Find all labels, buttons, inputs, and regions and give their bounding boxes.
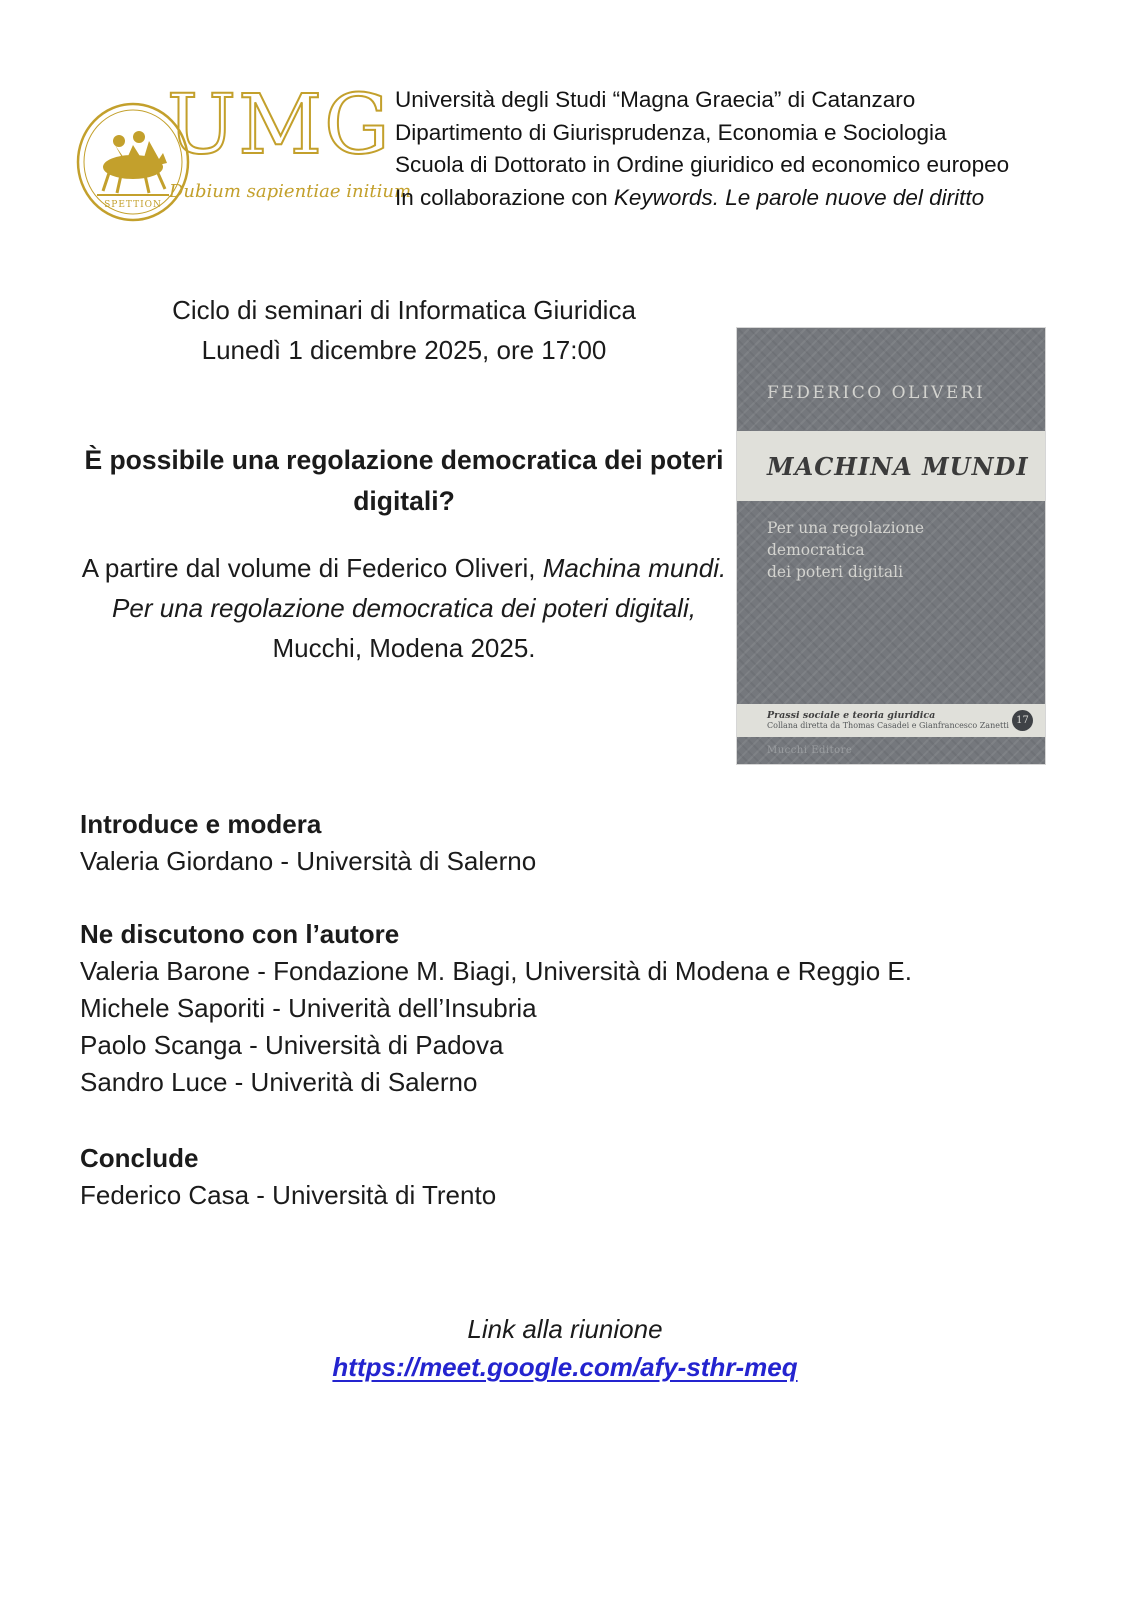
- speaker-line: Valeria Giordano - Università di Salerno: [80, 846, 537, 876]
- section-introduce: [80, 806, 1060, 880]
- org-line-collaboration: [395, 182, 1055, 215]
- speaker-line: Paolo Scanga - Università di Padova: [80, 1030, 504, 1060]
- book-cover-subtitle-line1: Per una regolazione democratica: [767, 519, 925, 559]
- book-cover: [737, 328, 1045, 764]
- umg-logo: [75, 78, 412, 235]
- seminar-title-line2: digitali?: [353, 486, 455, 516]
- speaker-line: Federico Casa - Università di Trento: [80, 1180, 497, 1210]
- book-cover-subtitle: [737, 501, 1045, 704]
- book-cover-series-band: [737, 704, 1045, 737]
- org-line-university: Università degli Studi “Magna Graecia” di Catanzaro: [395, 87, 916, 112]
- book-cover-subtitle-line2: dei poteri digitali: [767, 563, 904, 581]
- section-conclude: [80, 1140, 1060, 1214]
- book-publisher: Mucchi Editore: [767, 745, 853, 756]
- umg-logo-acronym: UMG: [167, 78, 392, 173]
- collab-partner-name: Keywords. Le parole nuove del diritto: [613, 184, 985, 210]
- seminar-series-block: [80, 290, 728, 370]
- seminar-datetime: Lunedì 1 dicembre 2025, ore 17:00: [201, 335, 607, 365]
- about-suffix: Mucchi, Modena 2025.: [272, 633, 536, 663]
- section-discussants: [80, 916, 1060, 1101]
- umg-logo-motto: Dubium sapientiae initium: [169, 181, 412, 202]
- book-series-text: [767, 710, 1012, 731]
- org-line-department: Dipartimento di Giurisprudenza, Economia e Sociologia: [395, 119, 947, 145]
- org-line-school: Scuola di Dottorato in Ordine giuridico ed economico europeo: [395, 152, 1010, 177]
- speaker-line: Michele Saporiti - Univerità dell’Insubria: [80, 993, 537, 1023]
- seminar-about-volume: [80, 548, 728, 668]
- coin-inscription: SPETTION: [104, 200, 162, 210]
- seminar-series-title: Ciclo di seminari di Informatica Giuridica: [172, 295, 636, 325]
- collab-prefix: In collaborazione con: [395, 184, 614, 210]
- book-cover-title: MACHINA MUNDI: [767, 451, 1029, 481]
- book-series-editors: Collana diretta da Thomas Casadei e Gianfrancesco Zanetti: [767, 721, 1009, 730]
- book-cover-title-band: [737, 431, 1045, 501]
- book-cover-author: FEDERICO OLIVERI: [737, 328, 1045, 431]
- section-discussants-heading: Ne discutono con l’autore: [80, 919, 400, 949]
- section-conclude-heading: Conclude: [80, 1143, 199, 1173]
- section-introduce-heading: Introduce e modera: [80, 809, 322, 839]
- seminar-title-line1: È possibile una regolazione democratica dei poteri: [84, 445, 724, 475]
- speaker-line: Valeria Barone - Fondazione M. Biagi, Università di Modena e Reggio E.: [80, 956, 912, 986]
- seminar-title: [80, 440, 728, 522]
- book-series-title: Prassi sociale e teoria giuridica: [767, 710, 936, 721]
- book-cover-publisher-band: [737, 737, 1045, 764]
- about-prefix: A partire dal volume di Federico Oliveri,: [81, 553, 543, 583]
- meeting-link-block: [0, 1310, 1130, 1386]
- meeting-link-label: Link alla riunione: [467, 1314, 663, 1344]
- organization-header: [395, 84, 1055, 214]
- speaker-line: Sandro Luce - Univerità di Salerno: [80, 1067, 478, 1097]
- meeting-link[interactable]: https://meet.google.com/afy-sthr-meq: [332, 1352, 798, 1382]
- about-book-title: Machina mundi. Per una regolazione democratica dei poteri digitali,: [112, 553, 727, 623]
- book-series-number-badge: 17: [1012, 710, 1033, 731]
